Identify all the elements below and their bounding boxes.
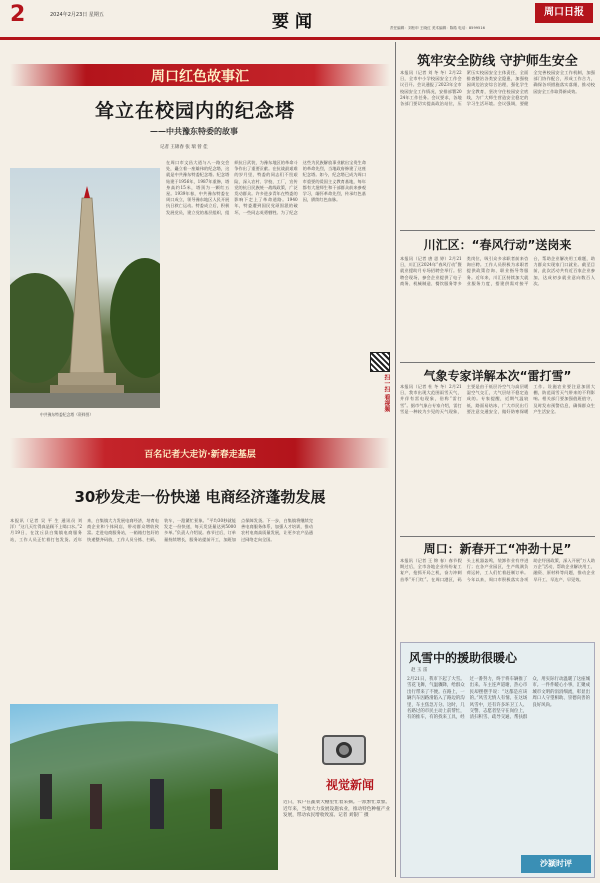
- qr-note: 扫一扫 看视频: [383, 374, 390, 413]
- story6-headline: 周口：新春开工“冲劲十足”: [423, 542, 572, 556]
- editor-credits: 责任编辑：刘松申 王晓红 美术编辑：陈皓 电话：8599516: [390, 26, 485, 30]
- story1-headline: 耸立在校园内的纪念塔: [94, 100, 295, 122]
- story7-byline: 赵 玉 雷: [411, 668, 428, 673]
- visit-banner-text: 百名记者大走访·新春走基层: [144, 450, 256, 460]
- story5-headline: 气象专家详解本次“雷打雪”: [423, 369, 572, 383]
- photo-caption: 中共豫东特委纪念塔（资料图）: [40, 412, 94, 417]
- greenhouse-illustration: [10, 704, 278, 870]
- monument-photo: [10, 168, 160, 408]
- story2-body: 本报讯（记者 吴 平 生 通讯员 刘 洋）“这几天忙得真是顾不上喝口水。”2月19日，在沈丘县白集镇电商服务站，工作人员正忙着打包发货。近年来，白集镇大力发展电商经济，培育电商企业和个体网店，带动群众增收致富。走进电商服务站，一箱箱打包好的快递整齐码放，工作人员分拣、扫码、装车，一派繁忙景象。“平均30秒就能发走一份快递，每天发货量达到5000多单。”负责人介绍说。春节过后，订单量持续增长，服务站提前开工，加班加点保障发货。下一步，白集镇将继续完善电商服务体系，加强人才培训，推动农村电商高质量发展，让更多农产品通过网络走向全国。: [10, 518, 313, 542]
- visit-banner: [10, 438, 390, 468]
- masthead: [0, 0, 600, 40]
- monument-illustration: [10, 168, 160, 408]
- tree-right: [110, 258, 160, 378]
- story2-headline: 30秒发走一份快递 电商经济蓬勃发展: [74, 488, 326, 506]
- photo-caption-news: 近日，农户在蔬菜大棚里忙着采摘。一派繁忙景象。近年来，当地大力发展设施农业，推动特色种植产业发展，带动农民增收致富。记者 刘银厂 摄: [283, 800, 390, 819]
- commentary-box: [400, 642, 595, 878]
- farmer: [90, 784, 102, 829]
- story7-body: 2月21日，我市下起了大雪。雪花飞舞，气温骤降，给群众出行带来了不便。在路上，一辆汽车因路滑陷入了路边的沟里，车主焦急万分。这时，几名路过的市民主动上前帮忙，有的推车，有的找来工具，经过一番努力，终于将车辆推了出来。车主连声道谢，热心市民却摆摆手说：“这都是应该的。”风雪无情人有情。在这场风雪中，还有许多环卫工人、交警、志愿者坚守在岗位上，清扫积雪、疏导交通、帮扶群众，用实际行动温暖了这座城市。一件件暖心小事，汇聚成城市文明的涓涓细流，彰显出周口人守望相助、崇德向善的良好风尚。: [407, 677, 590, 721]
- farmer: [150, 779, 164, 829]
- farmer: [40, 774, 52, 819]
- section-name: 要闻: [272, 12, 318, 32]
- tower-star: [84, 186, 90, 198]
- story1-byline: 记者 王锦春 张 瑞 曾 佳: [160, 145, 208, 150]
- story7-headline: 风雪中的援助很暖心: [409, 651, 518, 665]
- banner-text: 周口红色故事汇: [151, 69, 249, 85]
- story4-body: 本报讯（记者 唐 思 婷）2月21日，川汇区2024年“春风行动”暨就业援助月专场招聘会举行。招聘会现场，参会企业提供了电子商务、机械制造、餐饮服务等多类岗位，吸引众多求职者前来咨询应聘。工作人员积极为求职者提供政策咨询、职业指导等服务。近年来，川汇区持续加大就业服务力度，搭建供需对接平台，帮助企业解决用工难题，助力群众实现家门口就业。截至目前，此次活动共有近百家企业参加，达成初步就业意向数百人次。: [400, 256, 595, 286]
- story4-headline: 川汇区：“春风行动”送岗来: [423, 238, 572, 252]
- commentary-tag: 沙颍时评: [521, 855, 591, 873]
- story3-headline: 筑牢安全防线 守护师生安全: [417, 54, 578, 69]
- brand-logo: 周口日报: [535, 3, 593, 23]
- greenhouse-photo: [10, 704, 278, 870]
- tree-left: [10, 273, 75, 383]
- tower-shaft: [70, 198, 104, 373]
- camera-icon: [322, 735, 366, 765]
- story1-body: 在周口市文昌大道与八一路交会处，矗立着一座雄伟的纪念塔，这就是中共豫东特委纪念塔。纪念塔始建于1956年，1987年重修，塔身高约15米，塔顶为一颗红五星。1939年春，中共豫东特委在周口成立，领导豫东地区人民开展抗日救亡运动。特委成立后，积极发展党员，建立党的基层组织，组织抗日武装，为豫东地区的革命斗争作出了重要贡献。在抗战最艰难的岁月里，特委的同志们不畏艰险，深入农村、学校、工厂，宣传党的抗日民族统一战线政策，广泛发动群众。许多进步青年在特委的影响下走上了革命道路。1940年，特委遭到国民党顽固派的破坏，一些同志英勇牺牲。为了纪念这些为民族解放事业献出宝贵生命的革命先烈，当地政府修建了这座纪念塔。如今，纪念塔已成为周口市重要的爱国主义教育基地，每年都有大批师生和干部群众前来参观学习，缅怀革命先烈，传承红色基因，赓续红色血脉。: [166, 160, 366, 215]
- tower-base: [58, 373, 116, 385]
- story1-subtitle: ——中共豫东特委的故事: [150, 126, 238, 136]
- red-story-banner: [10, 64, 390, 86]
- story5-body: 本报讯（记者 杜 冬 冬）2月21日，我市出现大范围雨雪天气，并伴有雷电现象，俗称“雷打雪”。据市气象台专家介绍，雷打雪是一种较为少见的天气现象，主要是由于低层冷空气与高层暖湿空气交汇，大气层结不稳定造成的。专家提醒，近期气温较低，路面易结冰，广大市民出行要注意交通安全，做好防寒保暖工作。设施农业要注意加固大棚，防范雨雪天气带来的不利影响。相关部门要加强值班值守，及时发布预警信息，确保群众生产生活安全。: [400, 384, 595, 414]
- visual-news-label: 视觉新闻: [325, 778, 374, 792]
- story3-body: 本报讯（记者 刘 冬 冬）2月22日，全市中小学校园安全工作会议召开。会议通报了2023年全市校园安全工作情况，安排部署2024年工作任务。会议要求，各地各部门要切实提高政治站位，压紧压实校园安全主体责任，全面排查整治各类安全隐患，加强校园周边治安综合治理，强化学生安全教育，坚决守住校园安全底线，为广大师生营造安全稳定的学习生活环境。会议强调，要健全完善校园安全工作机制，加强部门协作配合，形成工作合力，确保各项措施落实落细，推动校园安全工作取得新成效。: [400, 70, 595, 107]
- qr-code[interactable]: [370, 352, 390, 372]
- page-number: 2: [10, 2, 26, 27]
- story6-body: 本报讯（记者 王 锦 春）春节假期过后，全市各地企业纷纷复工复产，抢抓开局之机，奋力冲刺首季“开门红”。在周口港区，码头上机器轰鸣，装卸作业有序进行；在各产业园区，生产线满负荷运转，工人们忙着赶制订单。今年以来，周口市积极落实各项助企纾困政策，深入开展“万人助万企”活动，帮助企业解决用工、融资、原材料等问题，推动企业早开工、早达产、早见效。: [400, 558, 595, 582]
- farmer: [210, 789, 222, 829]
- issue-date: 2024年2月23日 星期五: [50, 12, 104, 18]
